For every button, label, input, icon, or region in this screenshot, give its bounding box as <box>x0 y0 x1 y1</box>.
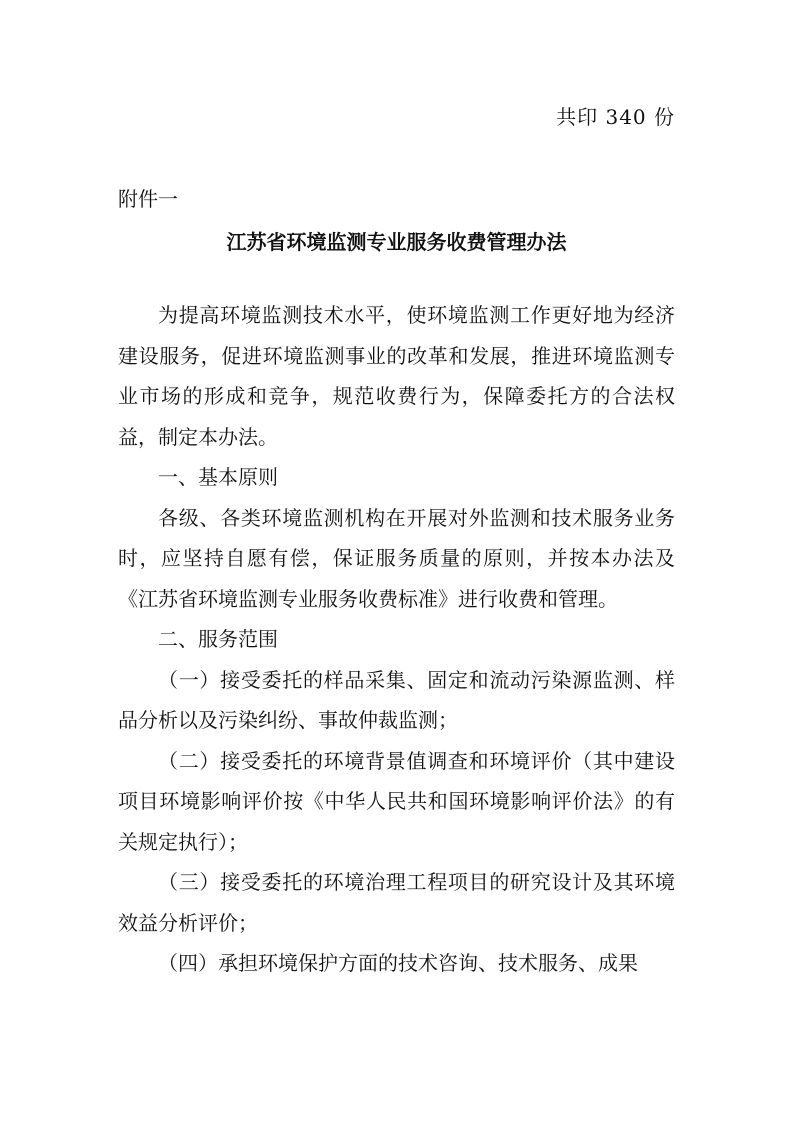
print-count: 共印 340 份 <box>556 105 675 129</box>
attachment-label: 附件一 <box>118 187 178 211</box>
scope-item: （三）接受委托的环境治理工程项目的研究设计及其环境效益分析评价； <box>118 870 675 935</box>
scope-item: （一）接受委托的样品采集、固定和流动污染源监测、样品分析以及污染纠纷、事故仲裁监测； <box>118 667 675 732</box>
document-title: 江苏省环境监测专业服务收费管理办法 <box>226 230 567 254</box>
intro-paragraph: 为提高环境监测技术水平，使环境监测工作更好地为经济建设服务，促进环境监测事业的改革和发展，推进环境监测专业市场的形成和竞争，规范收费行为，保障委托方的合法权益，制定本办法。 <box>118 303 675 449</box>
document-body <box>118 295 675 984</box>
section-heading-principles: 一、基本原则 <box>158 465 278 489</box>
scope-item: （二）接受委托的环境背景值调查和环境评价（其中建设项目环境影响评价按《中华人民共和国环境影响评价法》的有关规定执行）； <box>118 748 675 854</box>
section-heading-scope: 二、服务范围 <box>158 627 278 651</box>
principles-paragraph: 各级、各类环境监测机构在开展对外监测和技术服务业务时，应坚持自愿有偿，保证服务质量的原则，并按本办法及《江苏省环境监测专业服务收费标准》进行收费和管理。 <box>118 505 675 611</box>
scope-item: （四）承担环境保护方面的技术咨询、技术服务、成果 <box>158 951 638 975</box>
